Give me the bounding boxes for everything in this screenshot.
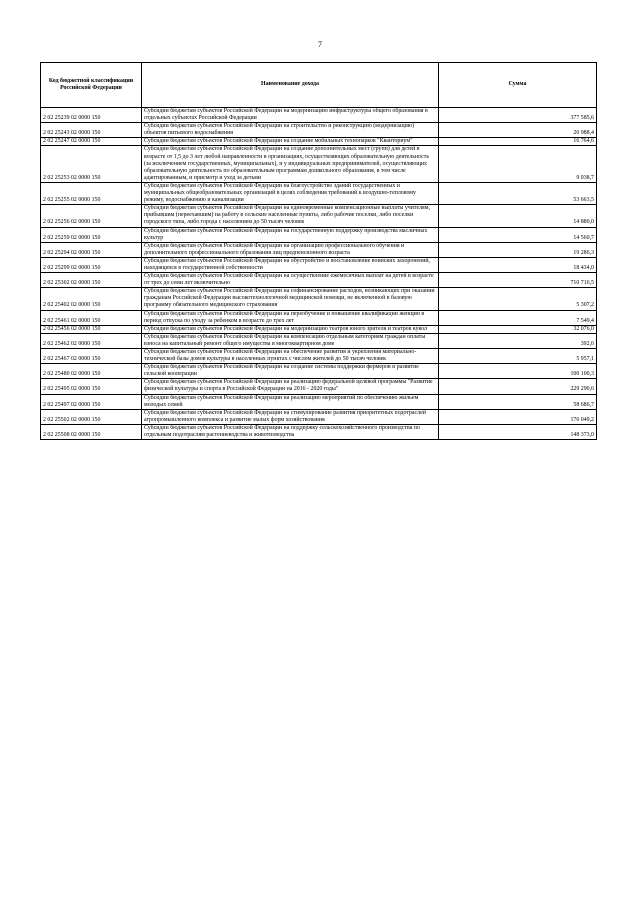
row-code: 2 02 25255 02 0000 150 [41,182,142,204]
row-sum: 53 663,5 [439,182,597,204]
table-row [41,257,597,272]
row-code: 2 02 25461 02 0000 150 [41,310,142,325]
table-row [41,242,597,257]
table-row [41,364,597,379]
row-name: Субсидии бюджетам субъектов Российской Федерации на создание системы поддержки фермеров и развитие сельской кооперации [142,364,439,379]
row-sum: 229 290,6 [439,379,597,394]
row-code: 2 02 25462 02 0000 150 [41,333,142,348]
row-sum: 20 988,4 [439,123,597,138]
table-row [41,325,597,333]
header-name: Наименование дохода [142,63,439,108]
row-name: Субсидии бюджетам субъектов Российской Федерации на модернизацию театров юного зрителя и театров кукол [142,325,439,333]
row-code: 2 02 25243 02 0000 150 [41,123,142,138]
row-name: Субсидии бюджетам субъектов Российской Федерации на компенсацию отдельным категориям граждан оплаты взноса на капитальный ремонт общего имущества в многоквартирном доме [142,333,439,348]
row-name: Субсидии бюджетам субъектов Российской Федерации на создание дополнительных мест (групп) для детей в возрасте от 1,5 до 3 лет любой направленности в организациях, осуществляющих образовательную деятельность (за исключением государственных, муниципальных), и у индивидуальных предпринимателей, осуществляющих образовательную деятельность по образовательным программам дошкольного образования, в том числе адаптированным, и присмотр и уход за детьми [142,146,439,182]
row-code: 2 02 25253 02 0000 150 [41,146,142,182]
row-sum: 14 880,0 [439,205,597,227]
row-code: 2 02 25247 02 0000 150 [41,138,142,146]
row-name: Субсидии бюджетам субъектов Российской Федерации на обустройство и восстановление воинских захоронений, находящихся в государственной собственности [142,257,439,272]
row-code: 2 02 25495 02 0000 150 [41,379,142,394]
table-row [41,379,597,394]
revenue-table [40,62,597,440]
table-row [41,333,597,348]
row-name: Субсидии бюджетам субъектов Российской Федерации на благоустройство зданий государственных и муниципальных общеобразовательных организаций в целях соблюдения требований к воздушно-тепловому режиму, водоснабжению и канализации [142,182,439,204]
page-number: 7 [318,40,322,49]
table-row [41,138,597,146]
table-row [41,123,597,138]
table-row [41,108,597,123]
row-code: 2 02 25256 02 0000 150 [41,205,142,227]
row-sum: 9 038,7 [439,146,597,182]
row-name: Субсидии бюджетам субъектов Российской Федерации на осуществление ежемесячных выплат на детей в возрасте от трех до семи лет включительно [142,273,439,288]
header-sum: Сумма [439,63,597,108]
row-name: Субсидии бюджетам субъектов Российской Федерации на обеспечение развития и укрепления материально-технической базы домов культуры в населенных пунктах с числом жителей до 50 тысяч человек [142,349,439,364]
row-name: Субсидии бюджетам субъектов Российской Федерации на переобучение и повышение квалификации женщин в период отпуска по уходу за ребенком в возрасте до трех лет [142,310,439,325]
header-code: Код бюджетной классификации Российской Федерации [41,63,142,108]
row-code: 2 02 25402 02 0000 150 [41,288,142,310]
table-row [41,227,597,242]
row-name: Субсидии бюджетам субъектов Российской Федерации на модернизацию инфраструктуры общего образования в отдельных субъектах Российской Федерации [142,108,439,123]
row-code: 2 02 25302 02 0000 150 [41,273,142,288]
row-sum: 100 100,3 [439,364,597,379]
row-sum: 58 686,7 [439,394,597,409]
row-name: Субсидии бюджетам субъектов Российской Федерации на поддержку сельскохозяйственного производства по отдельным подотраслям растениеводства и животноводства [142,424,439,439]
row-name: Субсидии бюджетам субъектов Российской Федерации на стимулирование развития приоритетных подотраслей агропромышленного комплекса и развитие малых форм хозяйствования [142,409,439,424]
table-row [41,273,597,288]
table-row [41,349,597,364]
table-row [41,394,597,409]
table-row [41,182,597,204]
row-code: 2 02 25508 02 0000 150 [41,424,142,439]
row-sum: 377 585,6 [439,108,597,123]
table-header-row [41,63,597,108]
table-body [41,108,597,440]
row-sum: 176 049,2 [439,409,597,424]
row-code: 2 02 25456 02 0000 150 [41,325,142,333]
row-code: 2 02 25502 02 0000 150 [41,409,142,424]
row-name: Субсидии бюджетам субъектов Российской Федерации на государственную поддержку производства масличных культур [142,227,439,242]
row-code: 2 02 25497 02 0000 150 [41,394,142,409]
row-sum: 392,6 [439,333,597,348]
table-row [41,288,597,310]
table-row [41,146,597,182]
row-code: 2 02 25299 02 0000 150 [41,257,142,272]
row-sum: 5 307,2 [439,288,597,310]
table-row [41,409,597,424]
row-code: 2 02 25259 02 0000 150 [41,227,142,242]
row-code: 2 02 25294 02 0000 150 [41,242,142,257]
row-sum: 710 716,5 [439,273,597,288]
table-row [41,205,597,227]
table-row [41,424,597,439]
row-name: Субсидии бюджетам субъектов Российской Федерации на создание мобильных технопарков "Кванториум" [142,138,439,146]
row-name: Субсидии бюджетам субъектов Российской Федерации на организацию профессионального обучения и дополнительного профессионального образования лиц предпенсионного возраста [142,242,439,257]
row-sum: 16 764,6 [439,138,597,146]
row-sum: 7 549,4 [439,310,597,325]
row-code: 2 02 25480 02 0000 150 [41,364,142,379]
row-name: Субсидии бюджетам субъектов Российской Федерации на софинансирование расходов, возникающих при оказании гражданам Российской Федерации высокотехнологичной медицинской помощи, не включенной в базовую программу обязательного медицинского страхования [142,288,439,310]
row-name: Субсидии бюджетам субъектов Российской Федерации на реализацию мероприятий по обеспечению жильем молодых семей [142,394,439,409]
row-name: Субсидии бюджетам субъектов Российской Федерации на реализацию федеральной целевой программы "Развитие физической культуры и спорта в Российской Федерации на 2016 - 2020 годы" [142,379,439,394]
row-sum: 19 286,3 [439,242,597,257]
row-sum: 32 076,0 [439,325,597,333]
row-name: Субсидии бюджетам субъектов Российской Федерации на строительство и реконструкцию (модернизацию) объектов питьевого водоснабжения [142,123,439,138]
row-sum: 5 957,1 [439,349,597,364]
row-sum: 18 434,0 [439,257,597,272]
row-sum: 14 560,7 [439,227,597,242]
table-row [41,310,597,325]
row-name: Субсидии бюджетам субъектов Российской Федерации на единовременные компенсационные выплаты учителям, прибывшим (переехавшим) на работу в сельские населенные пункты, либо рабочие поселки, либо поселки городского типа, либо города с населением до 50 тысяч человек [142,205,439,227]
row-sum: 148 373,0 [439,424,597,439]
row-code: 2 02 25467 02 0000 150 [41,349,142,364]
row-code: 2 02 25239 02 0000 150 [41,108,142,123]
